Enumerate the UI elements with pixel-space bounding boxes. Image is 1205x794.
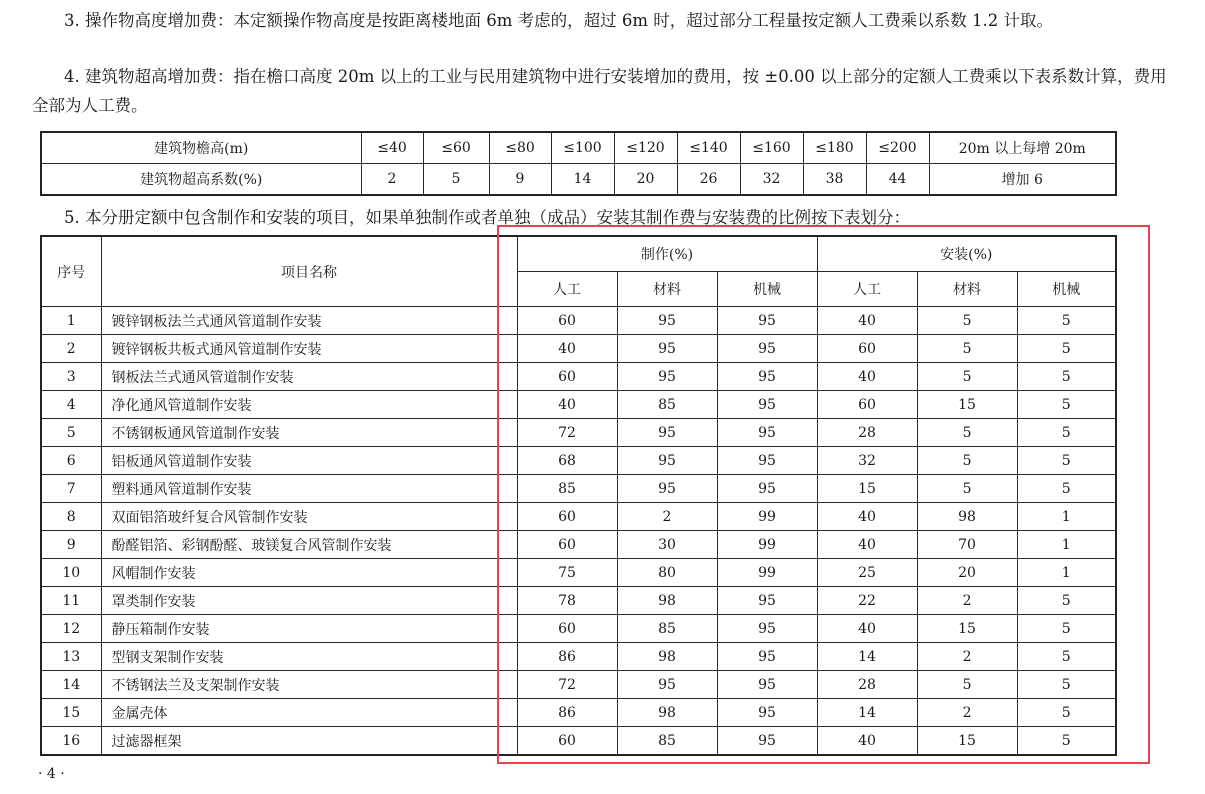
row-seq: 14: [41, 671, 101, 699]
table-cell: 9: [489, 164, 551, 196]
ratio-cell: 22: [817, 587, 917, 615]
paragraph-item-4: 4. 建筑物超高增加费：指在檐口高度 20m 以上的工业与民用建筑物中进行安装增加的费用，按 ±0.00 以上部分的定额人工费乘以下表系数计算，费用全部为人工费。: [32, 67, 1167, 115]
table-cell: ≤180: [803, 132, 866, 164]
ratio-cell: 14: [817, 643, 917, 671]
ratio-cell: 95: [717, 391, 817, 419]
make-labor-header: 人工: [517, 272, 617, 307]
make-group-header: 制作(%): [517, 236, 817, 272]
row-seq: 3: [41, 363, 101, 391]
ratio-cell: 95: [717, 643, 817, 671]
ratio-cell: 95: [717, 671, 817, 699]
ratio-cell: 32: [817, 447, 917, 475]
ratio-cell: 2: [617, 503, 717, 531]
table-cell: 14: [551, 164, 614, 196]
row-seq: 2: [41, 335, 101, 363]
ratio-cell: 5: [1017, 699, 1116, 727]
table-cell: 32: [740, 164, 803, 196]
ratio-cell: 95: [617, 671, 717, 699]
row-seq: 6: [41, 447, 101, 475]
ratio-cell: 20: [917, 559, 1017, 587]
table-row: [41, 559, 1116, 587]
ratio-cell: 95: [617, 419, 717, 447]
table-cell: 5: [423, 164, 489, 196]
ratio-cell: 5: [917, 419, 1017, 447]
ratio-cell: 95: [617, 335, 717, 363]
table-cell: 增加 6: [929, 164, 1116, 196]
row-name: 风帽制作安装: [101, 559, 517, 587]
row-seq: 8: [41, 503, 101, 531]
ratio-cell: 85: [617, 727, 717, 756]
ratio-cell: 70: [917, 531, 1017, 559]
ratio-cell: 72: [517, 419, 617, 447]
ratio-cell: 85: [517, 475, 617, 503]
ratio-cell: 98: [917, 503, 1017, 531]
ratio-cell: 95: [617, 447, 717, 475]
ratio-cell: 5: [1017, 727, 1116, 756]
row-name: 不锈钢法兰及支架制作安装: [101, 671, 517, 699]
install-machine-header: 机械: [1017, 272, 1116, 307]
install-material-header: 材料: [917, 272, 1017, 307]
ratio-cell: 40: [517, 335, 617, 363]
table-row: [41, 391, 1116, 419]
table-row: [41, 531, 1116, 559]
ratio-cell: 5: [1017, 587, 1116, 615]
ratio-cell: 15: [917, 727, 1017, 756]
ratio-cell: 5: [917, 307, 1017, 335]
ratio-cell: 75: [517, 559, 617, 587]
row-name: 镀锌钢板共板式通风管道制作安装: [101, 335, 517, 363]
ratio-cell: 78: [517, 587, 617, 615]
table-row: [41, 727, 1116, 756]
ratio-cell: 95: [717, 699, 817, 727]
page-number: · 4 ·: [38, 766, 65, 782]
ratio-cell: 5: [1017, 335, 1116, 363]
table-row: [41, 363, 1116, 391]
ratio-cell: 72: [517, 671, 617, 699]
row-label: 建筑物超高系数(%): [41, 164, 361, 196]
ratio-cell: 99: [717, 531, 817, 559]
row-seq: 10: [41, 559, 101, 587]
table-cell: ≤40: [361, 132, 423, 164]
table-cell: ≤60: [423, 132, 489, 164]
row-label: 建筑物檐高(m): [41, 132, 361, 164]
ratio-cell: 60: [517, 363, 617, 391]
ratio-cell: 60: [517, 531, 617, 559]
make-install-ratio-table: [40, 235, 1117, 756]
ratio-cell: 5: [1017, 391, 1116, 419]
row-seq: 4: [41, 391, 101, 419]
ratio-cell: 5: [1017, 419, 1116, 447]
ratio-cell: 95: [717, 335, 817, 363]
name-header: 项目名称: [101, 236, 517, 307]
paragraph-item-5: 5. 本分册定额中包含制作和安装的项目，如果单独制作或者单独（成品）安装其制作费与安装费的比例按下表划分：: [64, 208, 910, 227]
row-name: 钢板法兰式通风管道制作安装: [101, 363, 517, 391]
table-cell: 20m 以上每增 20m: [929, 132, 1116, 164]
table-row: [41, 699, 1116, 727]
table-cell: 44: [866, 164, 929, 196]
row-seq: 16: [41, 727, 101, 756]
ratio-cell: 40: [817, 727, 917, 756]
table-cell: ≤200: [866, 132, 929, 164]
row-seq: 11: [41, 587, 101, 615]
ratio-cell: 5: [917, 671, 1017, 699]
ratio-cell: 95: [617, 363, 717, 391]
ratio-cell: 1: [1017, 559, 1116, 587]
ratio-cell: 95: [717, 307, 817, 335]
table-row: [41, 615, 1116, 643]
ratio-cell: 2: [917, 699, 1017, 727]
row-name: 过滤器框架: [101, 727, 517, 756]
ratio-cell: 40: [817, 503, 917, 531]
table-cell: ≤160: [740, 132, 803, 164]
ratio-cell: 86: [517, 699, 617, 727]
table-cell: ≤80: [489, 132, 551, 164]
row-name: 镀锌钢板法兰式通风管道制作安装: [101, 307, 517, 335]
table-cell: 2: [361, 164, 423, 196]
row-name: 罩类制作安装: [101, 587, 517, 615]
ratio-cell: 40: [817, 363, 917, 391]
table-row: [41, 643, 1116, 671]
ratio-cell: 1: [1017, 531, 1116, 559]
ratio-cell: 95: [717, 475, 817, 503]
table-row: [41, 307, 1116, 335]
paragraph-item-3: 3. 操作物高度增加费：本定额操作物高度是按距离楼地面 6m 考虑的，超过 6m 时，超过部分工程量按定额人工费乘以系数 1.2 计取。: [64, 11, 1053, 30]
row-name: 双面铝箔玻纤复合风管制作安装: [101, 503, 517, 531]
table-row: [41, 587, 1116, 615]
row-seq: 15: [41, 699, 101, 727]
table-cell: 26: [677, 164, 740, 196]
table-cell: ≤140: [677, 132, 740, 164]
install-group-header: 安装(%): [817, 236, 1116, 272]
ratio-cell: 98: [617, 587, 717, 615]
ratio-cell: 5: [917, 447, 1017, 475]
ratio-cell: 95: [617, 475, 717, 503]
ratio-cell: 98: [617, 643, 717, 671]
ratio-cell: 15: [917, 615, 1017, 643]
ratio-cell: 5: [917, 475, 1017, 503]
make-machine-header: 机械: [717, 272, 817, 307]
ratio-cell: 95: [717, 615, 817, 643]
ratio-cell: 60: [817, 391, 917, 419]
ratio-cell: 5: [1017, 447, 1116, 475]
ratio-cell: 28: [817, 419, 917, 447]
row-name: 型钢支架制作安装: [101, 643, 517, 671]
height-row: [41, 132, 1116, 164]
ratio-table-body: [41, 307, 1116, 756]
row-seq: 9: [41, 531, 101, 559]
ratio-cell: 14: [817, 699, 917, 727]
row-name: 静压箱制作安装: [101, 615, 517, 643]
ratio-cell: 2: [917, 643, 1017, 671]
row-seq: 5: [41, 419, 101, 447]
ratio-cell: 80: [617, 559, 717, 587]
table-row: [41, 335, 1116, 363]
row-name: 净化通风管道制作安装: [101, 391, 517, 419]
make-material-header: 材料: [617, 272, 717, 307]
ratio-cell: 95: [617, 307, 717, 335]
ratio-cell: 95: [717, 363, 817, 391]
ratio-cell: 60: [517, 503, 617, 531]
ratio-cell: 85: [617, 615, 717, 643]
ratio-cell: 5: [1017, 671, 1116, 699]
row-name: 不锈钢板通风管道制作安装: [101, 419, 517, 447]
ratio-cell: 5: [917, 335, 1017, 363]
ratio-cell: 25: [817, 559, 917, 587]
ratio-cell: 95: [717, 727, 817, 756]
height-table-body: [41, 132, 1116, 195]
ratio-cell: 99: [717, 559, 817, 587]
ratio-cell: 5: [917, 363, 1017, 391]
row-seq: 12: [41, 615, 101, 643]
ratio-cell: 30: [617, 531, 717, 559]
ratio-cell: 40: [517, 391, 617, 419]
row-name: 酚醛铝箔、彩钢酚醛、玻镁复合风管制作安装: [101, 531, 517, 559]
row-seq: 1: [41, 307, 101, 335]
row-name: 铝板通风管道制作安装: [101, 447, 517, 475]
ratio-cell: 85: [617, 391, 717, 419]
building-height-coefficient-table: [40, 131, 1117, 196]
ratio-cell: 15: [817, 475, 917, 503]
ratio-cell: 2: [917, 587, 1017, 615]
ratio-cell: 5: [1017, 615, 1116, 643]
ratio-cell: 5: [1017, 643, 1116, 671]
ratio-cell: 98: [617, 699, 717, 727]
coefficient-row: [41, 164, 1116, 196]
ratio-cell: 40: [817, 531, 917, 559]
ratio-cell: 68: [517, 447, 617, 475]
ratio-cell: 60: [817, 335, 917, 363]
table-row: [41, 503, 1116, 531]
ratio-cell: 95: [717, 587, 817, 615]
table-cell: ≤100: [551, 132, 614, 164]
table-cell: ≤120: [614, 132, 677, 164]
table-cell: 38: [803, 164, 866, 196]
ratio-cell: 1: [1017, 503, 1116, 531]
table-row: [41, 671, 1116, 699]
ratio-cell: 95: [717, 419, 817, 447]
table-cell: 20: [614, 164, 677, 196]
install-labor-header: 人工: [817, 272, 917, 307]
table-row: [41, 475, 1116, 503]
row-name: 金属壳体: [101, 699, 517, 727]
ratio-cell: 5: [1017, 475, 1116, 503]
ratio-cell: 40: [817, 615, 917, 643]
row-seq: 13: [41, 643, 101, 671]
table-row: [41, 447, 1116, 475]
ratio-cell: 95: [717, 447, 817, 475]
ratio-cell: 60: [517, 307, 617, 335]
ratio-cell: 40: [817, 307, 917, 335]
ratio-cell: 5: [1017, 307, 1116, 335]
ratio-cell: 28: [817, 671, 917, 699]
ratio-cell: 5: [1017, 363, 1116, 391]
ratio-cell: 60: [517, 727, 617, 756]
row-name: 塑料通风管道制作安装: [101, 475, 517, 503]
ratio-cell: 60: [517, 615, 617, 643]
table-row: [41, 419, 1116, 447]
ratio-cell: 99: [717, 503, 817, 531]
seq-header: 序号: [41, 236, 101, 307]
row-seq: 7: [41, 475, 101, 503]
ratio-cell: 86: [517, 643, 617, 671]
ratio-cell: 15: [917, 391, 1017, 419]
